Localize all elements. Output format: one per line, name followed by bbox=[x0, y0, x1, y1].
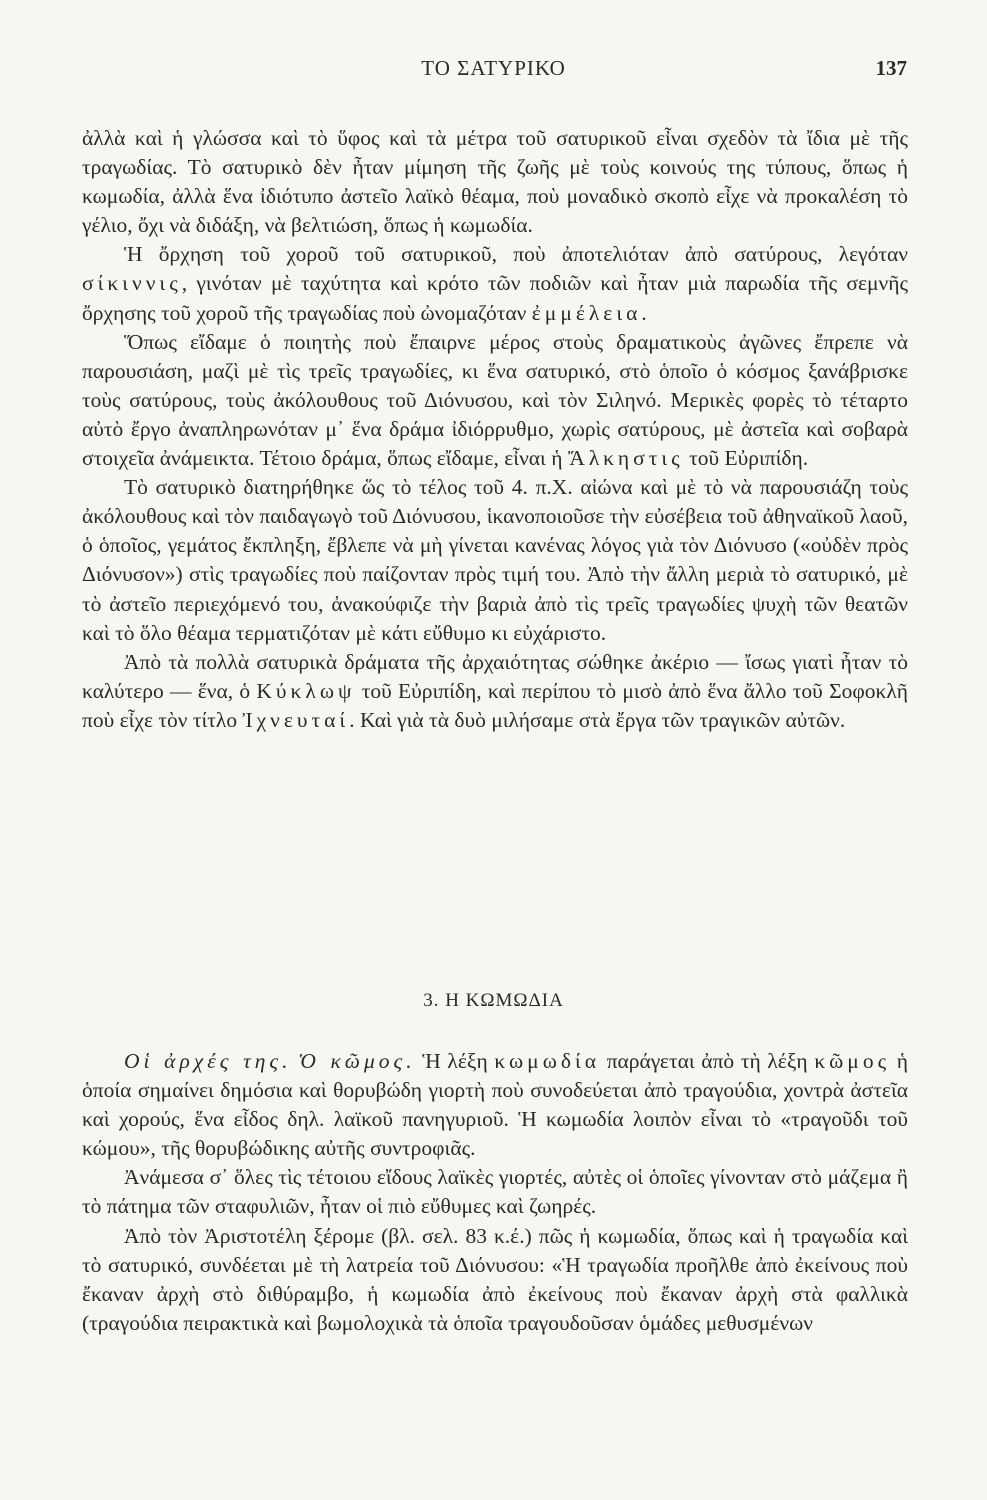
paragraph: Ἀνάμεσα σ᾽ ὅλες τὶς τέτοιου εἴδους λαϊκὲς γιορτές, αὐτὲς οἱ ὁποῖες γίνονταν στὸ μάζεμα ἢ τὸ πάτημα τῶν σταφυλιῶν, ἦταν οἱ πιὸ εὔθυμες καὶ ζωηρές. bbox=[82, 1165, 908, 1219]
spaced-term: Κύκλωψ bbox=[256, 678, 356, 703]
spaced-term: Ἰχνευταί bbox=[242, 707, 350, 732]
spaced-term: κωμωδία bbox=[494, 1049, 601, 1073]
italic-subheading: Οἱ ἀρχές της. bbox=[124, 1049, 292, 1073]
running-title: ΤΟ ΣΑΤΥΡΙΚΟ bbox=[421, 56, 566, 80]
comedy-text bbox=[82, 1047, 908, 1338]
paragraph: Τὸ σατυρικὸ διατηρήθηκε ὥς τὸ τέλος τοῦ 4. π.Χ. αἰώνα καὶ μὲ τὸ νὰ παρουσιάζη τοὺς ἀκόλουθους καὶ τὸν παιδαγωγὸ τοῦ Διόνυσου, ἱκανοποιοῦσε τὴν εὐσέβεια τοῦ ἀθηναϊκοῦ λαοῦ, ὁ ὁποῖος, γεμάτος ἔκπληξη, ἔβλεπε νὰ μὴ γίνεται κανένας λόγος γιὰ τὸν Διόνυσο («οὐδὲν πρὸς Διόνυσον») στὶς τραγωδίες ποὺ παίζονταν πρὸς τιμή του. Ἀπὸ τὴν ἄλλη μεριὰ τὸ σατυρικό, μὲ τὸ ἀστεῖο περιεχόμενό του, ἀνακούφιζε τὴν βαριὰ ἀπὸ τὶς τρεῖς τραγωδίες ψυχὴ τῶν θεατῶν καὶ τὸ ὅλο θέαμα τερματιζόταν μὲ κάτι εὔθυμο κι εὐχάριστο. bbox=[82, 475, 908, 645]
paragraph: Ὅπως εἴδαμε ὁ ποιητὴς ποὺ ἔπαιρνε μέρος στοὺς δραματικοὺς ἀγῶνες ἔπρεπε νὰ παρουσιάση, μαζὶ μὲ τὶς τρεῖς τραγωδίες, κι ἕνα σατυρικό, στὸ ὁποῖο ὁ κόσμος ξανάβρισκε τοὺς σατύρους, τοὺς ἀκόλουθους τοῦ Διόνυσου, καὶ τὸν Σιληνό. Μερικὲς φορὲς τὸ τέταρτο αὐτὸ ἔργο ἀναπληρωνόταν μ᾽ ἕνα δράμα ἰδιόρρυθμο, χωρὶς σατύρους, μὲ ἀστεῖα καὶ σοβαρὰ στοιχεῖα ἀνάμεικτα. Τέτοιο δράμα, ὅπως εἴδαμε, εἶναι ἡ Ἄλκηστις τοῦ Εὐριπίδη. bbox=[82, 329, 908, 471]
spaced-term: σίκιννις bbox=[82, 271, 182, 296]
running-header bbox=[0, 56, 987, 86]
paragraph: Οἱ ἀρχές της. Ὁ κῶμος. Ἡ λέξη κωμωδία παράγεται ἀπὸ τὴ λέξη κῶμος ἡ ὁποία σημαίνει δημόσια καὶ θορυβώδη γιορτὴ ποὺ συνοδεύεται ἀπὸ τραγούδια, χοντρὰ ἀστεῖα καὶ χορούς, ἕνα εἶδος δηλ. λαϊκοῦ πανηγυριοῦ. Ἡ κωμωδία λοιπὸν εἶναι τὸ «τραγοῦδι τοῦ κώμου», τῆς θορυβώδικης αὐτῆς συντροφιᾶς. bbox=[82, 1049, 908, 1161]
paragraph: ἀλλὰ καὶ ἡ γλώσσα καὶ τὸ ὕφος καὶ τὰ μέτρα τοῦ σατυρικοῦ εἶναι σχεδὸν τὰ ἴδια μὲ τῆς τραγωδίας. Τὸ σατυρικὸ δὲν ἦταν μίμηση τῆς ζωῆς μὲ τοὺς κοινούς της τύπους, ὅπως ἡ κωμωδία, ἀλλὰ ἕνα ἰδιότυπο ἀστεῖο λαϊκὸ θέαμα, ποὺ μοναδικὸ σκοπὸ εἶχε νὰ προκαλέση τὸ γέλιο, ὄχι νὰ διδάξη, νὰ βελτιώση, ὅπως ἡ κωμωδία. bbox=[82, 126, 908, 238]
paragraph: Ἀπὸ τὰ πολλὰ σατυρικὰ δράματα τῆς ἀρχαιότητας σώθηκε ἀκέριο — ἴσως γιατὶ ἦταν τὸ καλύτερο — ἕνα, ὁ Κύκλωψ τοῦ Εὐριπίδη, καὶ περίπου τὸ μισὸ ἀπὸ ἕνα ἄλλο τοῦ Σοφοκλῆ ποὺ εἶχε τὸν τίτλο Ἰχνευταί. Καὶ γιὰ τὰ δυὸ μιλήσαμε στὰ ἔργα τῶν τραγικῶν αὐτῶν. bbox=[82, 649, 908, 732]
paragraph: Ἀπὸ τὸν Ἀριστοτέλη ξέρομε (βλ. σελ. 83 κ.έ.) πῶς ἡ κωμωδία, ὅπως καὶ ἡ τραγωδία καὶ τὸ σατυρικό, συνδέεται μὲ τὴ λατρεία τοῦ Διόνυσου: «Ἡ τραγωδία προῆλθε ἀπὸ ἐκείνους ποὺ ἔκαναν ἀρχὴ στὸ διθύραμβο, ἡ κωμωδία ἀπὸ ἐκείνους ποὺ ἔκαναν ἀρχὴ στὰ φαλλικὰ (τραγούδια πειρακτικὰ καὶ βωμολοχικὰ τὰ ὁποῖα τραγουδοῦσαν ὁμάδες μεθυσμένων bbox=[82, 1223, 908, 1335]
page-number: 137 bbox=[875, 56, 907, 80]
spaced-term: κῶμος bbox=[814, 1049, 891, 1073]
paragraph: Ἡ ὄρχηση τοῦ χοροῦ τοῦ σατυρικοῦ, ποὺ ἀποτελιόταν ἀπὸ σατύρους, λεγόταν σίκιννις, γινόταν μὲ ταχύτητα καὶ κρότο τῶν ποδιῶν καὶ ἦταν μιὰ παρωδία τῆς σεμνῆς ὄρχησης τοῦ χοροῦ τῆς τραγωδίας ποὺ ὠνομαζόταν ἐμμέλεια. bbox=[82, 242, 908, 325]
spaced-term: Ἄλκηστις bbox=[567, 446, 684, 471]
spaced-term: ἐμμέλεια bbox=[531, 300, 642, 325]
italic-subheading: Ὁ κῶμος. bbox=[298, 1049, 416, 1073]
section-heading: 3. Η ΚΩΜΩΔΙΑ bbox=[423, 990, 564, 1011]
satyr-play-text bbox=[82, 124, 908, 735]
